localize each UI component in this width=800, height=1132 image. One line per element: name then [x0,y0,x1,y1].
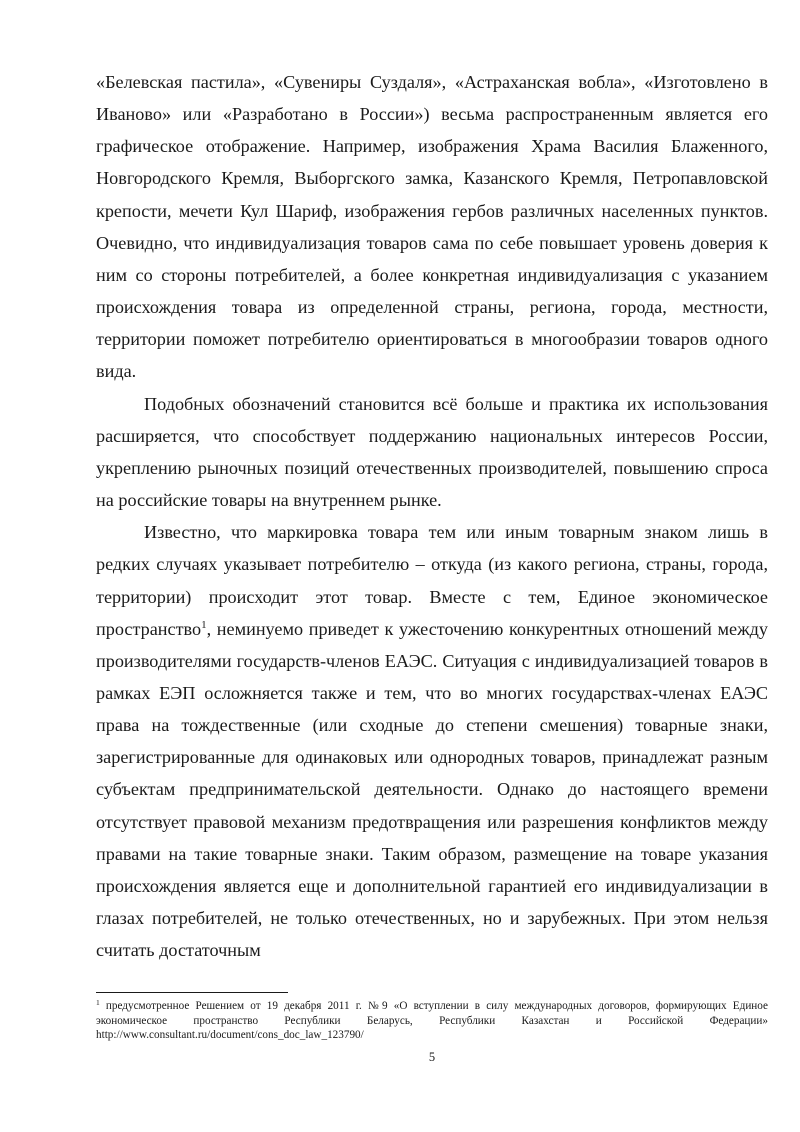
paragraph-3-text-after-ref: , неминуемо приведет к ужесточению конкурентных отношений между производителями государств-членов ЕАЭС. Ситуация с индивидуализацией товаров в рамках ЕЭП осложняется также и тем, что во многих государствах-членах ЕАЭС права на тождественные (или сходные до степени смешения) товарные знаки, зарегистрированные для одинаковых или однородных товаров, принадлежат разным субъектам предпринимательской деятельности. Однако до настоящего времени отсутствует правовой механизм предотвращения или разрешения конфликтов между правами на такие товарные знаки. Таким образом, размещение на товаре указания происхождения является еще и дополнительной гарантией его индивидуализации в глазах потребителей, не только отечественных, но и зарубежных. При этом нельзя считать достаточным [96,618,768,961]
paragraph-3 [96,516,768,966]
paragraph-2: Подобных обозначений становится всё больше и практика их использования расширяется, что способствует поддержанию национальных интересов России, укреплению рыночных позиций отечественных производителей, повышению спроса на российские товары на внутреннем рынке. [96,393,768,511]
paragraph-1: «Белевская пастила», «Сувениры Суздаля», «Астраханская вобла», «Изготовлено в Иваново» или «Разработано в России») весьма распространенным является его графическое отображение. Например, изображения Храма Василия Блаженного, Новгородского Кремля, Выборгского замка, Казанского Кремля, Петропавловской крепости, мечети Кул Шариф, изображения гербов различных населенных пунктов. Очевидно, что индивидуализация товаров сама по себе повышает уровень доверия к ним со стороны потребителей, а более конкретная индивидуализация с указанием происхождения товара из определенной страны, региона, города, местности, территории поможет потребителю ориентироваться в многообразии товаров одного вида. [96,72,768,382]
body-text [96,66,768,966]
footnote-reference[interactable]: 1 [201,618,207,631]
footnote [96,999,768,1043]
paragraph-3-text-before-ref: Известно, что маркировка товара тем или иным товарным знаком лишь в редких случаях указывает потребителю – откуда (из какого региона, страны, города, территории) происходит этот товар. Вместе с тем, Единое экономическое пространство [96,522,768,639]
page-number: 5 [428,1050,436,1064]
footnote-text: предусмотренное Решением от 19 декабря 2011 г. №9 «О вступлении в силу международных договоров, формирующих Единое экономическое пространство Республики Беларусь, Республики Казахстан и Российской Федерации» http://www.consultant.ru/document/cons_doc_law_123790/ [96,1000,768,1041]
footnote-marker: 1 [96,998,100,1007]
footnote-separator [96,992,288,993]
